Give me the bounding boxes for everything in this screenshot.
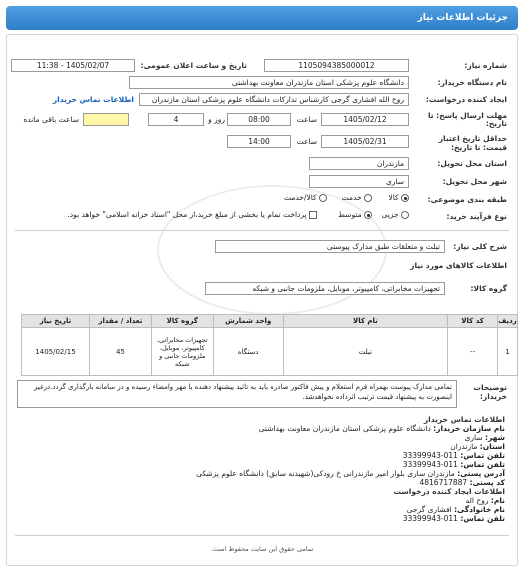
page-title-bar — [6, 6, 518, 30]
days-label: روز و — [208, 115, 225, 124]
contact-org-line: نام سازمان خریدار: دانشگاه علوم پزشکی استان مازندران معاونت بهداشتی — [258, 424, 505, 433]
deadline-time-field: 08:00 — [227, 113, 291, 126]
creator-label: ایجاد کننده درخواست: — [425, 95, 507, 104]
remaining-days-field: 4 — [148, 113, 204, 126]
contact-fax-line: تلفن تماس: 011-33399943 — [402, 460, 505, 469]
goods-group-field: تجهیزات مخابراتی، کامپیوتر، موبایل، ملزومات جانبی و شبکه — [205, 282, 445, 295]
divider — [15, 535, 509, 536]
table-row — [22, 328, 518, 376]
min-validity-label: حداقل تاریخ اعتبار قیمت: تا تاریخ: — [438, 134, 507, 152]
col-header-code: کد کالا — [448, 315, 498, 328]
goods-group-label: گروه کالا: — [470, 284, 507, 293]
footer-copyright: تمامی حقوق این سایت محفوظ است. — [210, 545, 314, 553]
cell-name: تبلت — [283, 328, 448, 376]
deadline-label: مهلت ارسال پاسخ: تا — [427, 111, 507, 120]
category-option-service[interactable]: خدمت — [342, 193, 372, 202]
process-option-medium[interactable]: متوسط — [338, 210, 372, 219]
process-option-small[interactable]: جزیی — [381, 210, 409, 219]
creator-field: روح الله افشاری گرجی کارشناس تدارکات دانشگاه علوم پزشکی استان مازندران — [139, 93, 409, 106]
validity-time-label: ساعت — [296, 137, 317, 146]
radio-icon — [364, 211, 372, 219]
deadline-date-field: 1405/02/12 — [321, 113, 409, 126]
cell-date: 1405/02/15 — [22, 328, 90, 376]
need-number-label: شماره نیاز: — [464, 61, 507, 70]
category-option-goods[interactable]: کالا — [388, 193, 409, 202]
need-number-field: 1105094385000012 — [264, 59, 409, 72]
col-header-qty: تعداد / مقدار — [89, 315, 151, 328]
treasury-payment-checkbox[interactable]: پرداخت تمام یا بخشی از مبلغ خرید،از محل "اسناد خزانه اسلامی" خواهد بود. — [67, 210, 317, 219]
category-label: طبقه بندی موضوعی: — [427, 195, 507, 204]
radio-icon — [401, 211, 409, 219]
details-panel — [6, 34, 518, 566]
contact-province-line: استان: مازندران — [450, 442, 505, 451]
deadline-date-label: تاریخ: — [485, 119, 507, 128]
cell-row-no: 1 — [498, 328, 518, 376]
col-header-unit: واحد شمارش — [213, 315, 283, 328]
buyer-contact-link[interactable]: اطلاعات تماس خریدار — [52, 95, 134, 104]
page-title: جزئیات اطلاعات نیاز — [417, 13, 508, 23]
contact-phone-line: تلفن تماس: 011-33399943 — [402, 451, 505, 460]
items-table — [21, 314, 518, 376]
province-field: مازندران — [309, 157, 409, 170]
cell-unit: دستگاه — [213, 328, 283, 376]
checkbox-icon — [309, 211, 317, 219]
deadline-time-label: ساعت — [296, 115, 317, 124]
buyer-org-field: دانشگاه علوم پزشکی استان مازندران معاونت بهداشتی — [129, 76, 409, 89]
buyer-contact-title: اطلاعات تماس خریدار — [423, 415, 505, 424]
divider — [15, 230, 509, 231]
creator-phone-line: تلفن تماس: 011-33399943 — [402, 514, 505, 523]
announce-label: تاریخ و ساعت اعلان عمومی: — [140, 61, 247, 70]
cell-group: تجهیزات مخابراتی، کامپیوتر، موبایل، ملزومات جانبی و شبکه — [151, 328, 213, 376]
col-header-row-no: ردیف — [498, 315, 518, 328]
remaining-hours-field — [83, 113, 129, 126]
general-desc-field: تبلت و متعلقات طبق مدارک پیوستی — [215, 240, 445, 253]
goods-info-title: اطلاعات کالاهای مورد نیاز — [410, 261, 507, 270]
process-label: نوع فرآیند خرید: — [446, 212, 507, 221]
col-header-name: نام کالا — [283, 315, 448, 328]
city-field: ساری — [309, 175, 409, 188]
contact-address-line: آدرس پستی: مازندران ساری بلوار امیر مازندرانی خ رودکی(شهیدنه سابق) دانشگاه علوم پزشکی — [196, 469, 505, 478]
general-desc-label: شرح کلی نیاز: — [453, 242, 507, 251]
contact-postal-line: کد پستی: 4816717887 — [419, 478, 505, 487]
radio-icon — [319, 194, 327, 202]
buyer-notes-label: توضیحات خریدار: — [473, 383, 507, 401]
cell-code: -- — [448, 328, 498, 376]
creator-family-line: نام خانوادگی: افشاری گرجی — [406, 505, 505, 514]
category-option-goods-service[interactable]: کالا/خدمت — [284, 193, 327, 202]
min-validity-date-field: 1405/02/31 — [321, 135, 409, 148]
col-header-group: گروه کالا — [151, 315, 213, 328]
validity-time-field: 14:00 — [227, 135, 291, 148]
radio-icon — [401, 194, 409, 202]
cell-qty: 45 — [89, 328, 151, 376]
buyer-notes-field: تمامی مدارک پیوست بهمراه فرم استعلام و پیش فاکتور صادره باید به تائید پیشنهاد دهنده با مهر وامضاء رسیده و در سامانه بارگذاری گردد.درغیر اینصورت به پیشنهاد قیمت ترتیب اثرداده نخواهدشد. — [17, 380, 457, 408]
buyer-org-label: نام دستگاه خریدار: — [437, 78, 507, 87]
creator-contact-title: اطلاعات ایجاد کننده درخواست — [393, 487, 505, 496]
col-header-date: تاریخ نیاز — [22, 315, 90, 328]
announce-field: 1405/02/07 - 11:38 — [11, 59, 135, 72]
radio-icon — [364, 194, 372, 202]
province-label: استان محل تحویل: — [437, 159, 507, 168]
table-header-row — [22, 315, 518, 328]
city-label: شهر محل تحویل: — [442, 177, 507, 186]
creator-name-line: نام: روح اله — [465, 496, 505, 505]
contact-city-line: شهر: ساری — [464, 433, 505, 442]
hours-remaining-label: ساعت باقی مانده — [23, 115, 79, 124]
